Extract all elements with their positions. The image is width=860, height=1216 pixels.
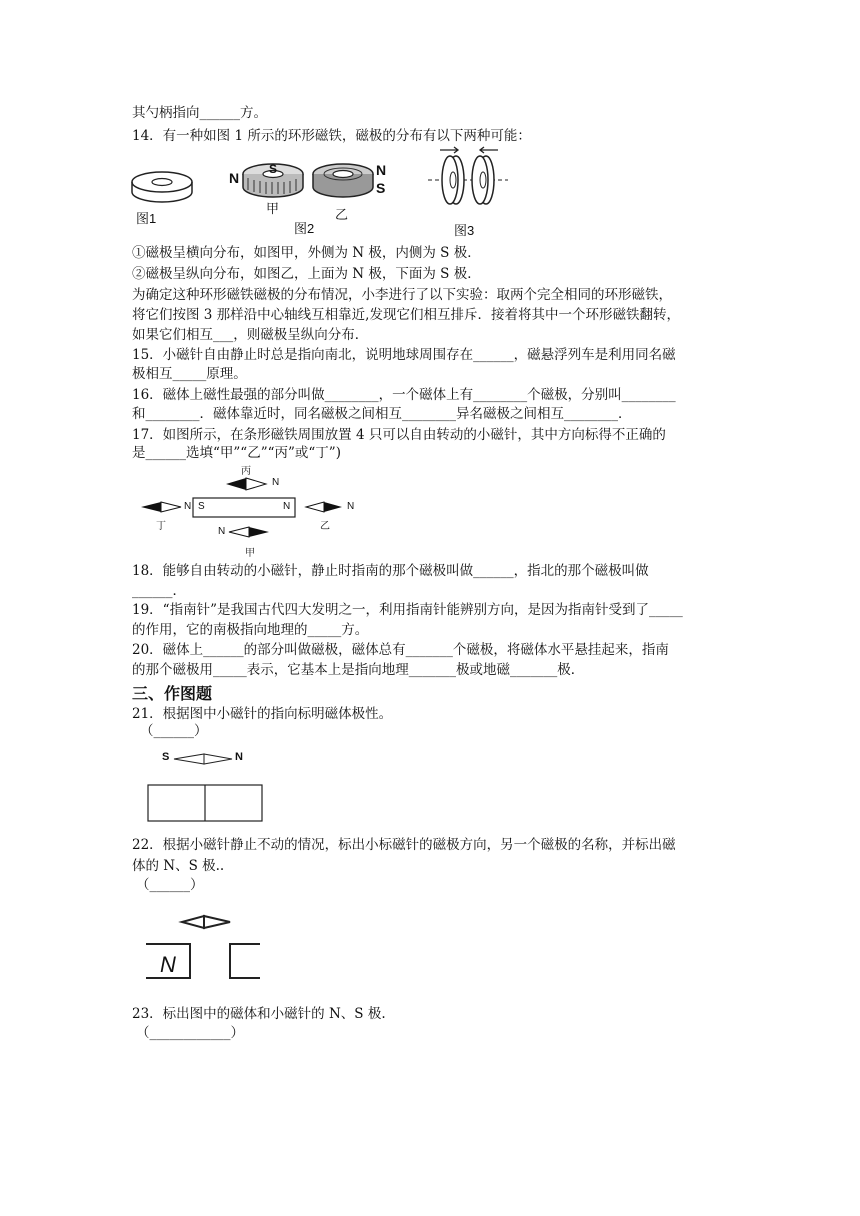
- magnet-s-label: S: [198, 501, 205, 512]
- q14-option1: ①磁极呈横向分布，如图甲，外侧为 N 极，内侧为 S 极．: [132, 245, 481, 261]
- compass-yi: [306, 502, 342, 512]
- q21-answer-blank: （______）: [140, 723, 208, 739]
- magnet-n-label: N: [283, 501, 291, 512]
- needle-n-label: N: [235, 751, 243, 763]
- jia-n-label: N: [229, 170, 240, 186]
- bing-n-label: N: [272, 477, 280, 488]
- jia-s-label: S: [269, 162, 278, 176]
- q16-line1: 16．磁体上磁性最强的部分叫做________，一个磁体上有________个磁极，分别叫________: [132, 387, 676, 403]
- q14-experiment-1: 为确定这种环形磁铁磁极的分布情况，小李进行了以下实验：取两个完全相同的环形磁铁，: [132, 287, 672, 303]
- q14-experiment-2: 将它们按图 3 那样沿中心轴线互相靠近,发现它们相互排斥．接着将其中一个环形磁铁翻转，: [132, 307, 680, 323]
- q14-option2: ②磁极呈纵向分布，如图乙，上面为 N 极，下面为 S 极．: [132, 266, 481, 282]
- q20-line2: 的那个磁极用_____表示，它基本上是指向地理_______极或地磁_______极．: [132, 662, 585, 678]
- q21-stem: 21．根据图中小磁针的指向标明磁体极性。: [132, 706, 393, 722]
- ding-n-label: N: [184, 501, 192, 512]
- q13-tail: 其勺柄指向______方。: [132, 105, 267, 121]
- ring-magnets-fig3: [428, 147, 508, 204]
- bing-label: 丙: [241, 466, 251, 477]
- q17-line1: 17．如图所示，在条形磁铁周围放置 4 只可以自由转动的小磁针，其中方向标得不正确的: [132, 427, 666, 443]
- jia-label: 甲: [245, 548, 255, 559]
- figure-22: [144, 908, 268, 982]
- q19-line2: 的作用，它的南极指向地理的_____方。: [132, 622, 369, 638]
- compass-ding: [141, 502, 181, 512]
- figure-bar-magnet-compasses: [136, 462, 366, 557]
- ring-magnet-yi: [313, 164, 373, 197]
- figure-21: [146, 748, 266, 824]
- q23-stem: 23．标出图中的磁体和小磁针的 N、S 极.: [132, 1006, 386, 1022]
- q22-line2: 体的 N、S 极..: [132, 858, 225, 874]
- q18-line2: ______．: [132, 583, 186, 599]
- q14-stem: 14．有一种如图 1 所示的环形磁铁，磁极的分布有以下两种可能：: [132, 128, 531, 144]
- compass-needle-22: [182, 916, 230, 928]
- compass-bing: [226, 478, 266, 490]
- q20-line1: 20．磁体上______的部分叫做磁极，磁体总有_______个磁极，将磁体水平悬挂起来，指南: [132, 642, 669, 658]
- q22-answer-blank: （______）: [136, 877, 204, 893]
- bar-magnet: [193, 498, 295, 517]
- fig3-caption: 图3: [454, 223, 475, 238]
- yi-n-label: N: [347, 501, 355, 512]
- section-heading: 三、作图题: [132, 684, 213, 703]
- q18-line1: 18．能够自由转动的小磁针，静止时指南的那个磁极叫做______，指北的那个磁极叫做: [132, 563, 649, 579]
- magnet-n-label-22: N: [160, 952, 176, 977]
- fig1-caption: 图1: [136, 211, 157, 226]
- q14-experiment-3: 如果它们相互___，则磁极呈纵向分布．: [132, 327, 369, 343]
- q15-line1: 15．小磁针自由静止时总是指向南北，说明地球周围存在______，磁悬浮列车是利用同名磁: [132, 347, 676, 363]
- yi-s-label: S: [376, 180, 386, 196]
- q17-line2: 是______选填“甲”“乙”“丙”或“丁”): [132, 445, 341, 461]
- jia-n-label: N: [218, 526, 226, 537]
- compass-jia: [229, 527, 269, 537]
- yi-n-label: N: [376, 162, 387, 178]
- ring-magnet-fig1: [132, 172, 192, 202]
- q22-line1: 22．根据小磁针静止不动的情况，标出小标磁针的磁极方向，另一个磁极的名称，并标出磁: [132, 837, 676, 853]
- figure-ring-magnets: [128, 142, 528, 242]
- q23-answer-blank: （____________）: [136, 1025, 244, 1041]
- fig2-caption: 图2: [294, 221, 315, 236]
- needle-s-label: S: [162, 751, 170, 763]
- compass-needle-21: [174, 754, 232, 764]
- q16-line2: 和________．磁体靠近时，同名磁极之间相互________异名磁极之间相互________．: [132, 406, 632, 422]
- magnet-right-22: [230, 944, 260, 978]
- q15-line2: 极相互_____原理。: [132, 366, 247, 382]
- yi-label: 乙: [335, 207, 349, 222]
- q19-line1: 19．“指南针”是我国古代四大发明之一，利用指南针能辨别方向，是因为指南针受到了_____: [132, 602, 683, 618]
- jia-label: 甲: [266, 201, 280, 216]
- yi-label: 乙: [320, 521, 330, 532]
- ding-label: 丁: [156, 521, 166, 532]
